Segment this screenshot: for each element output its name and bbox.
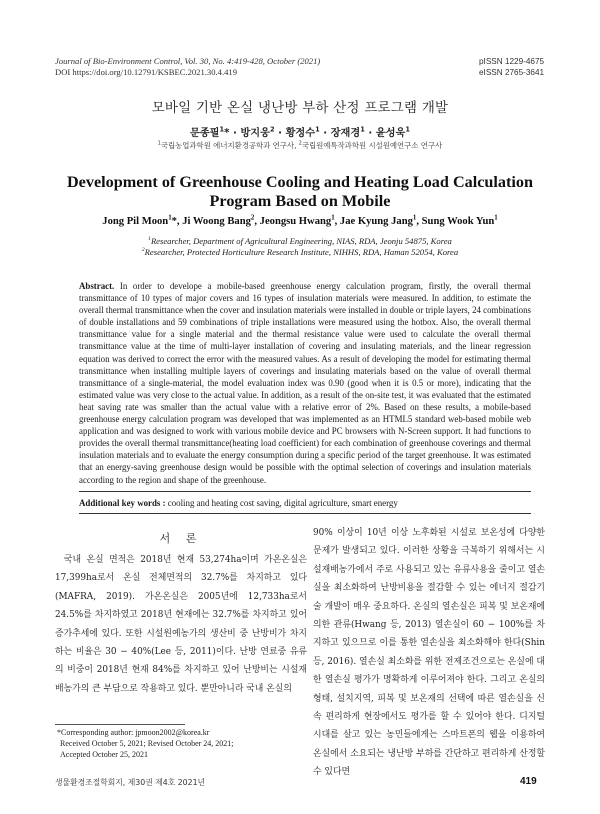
english-title: Development of Greenhouse Cooling and Heating Load Calculation Program Based on Mobile	[66, 173, 533, 210]
doi-line: DOI https://doi.org/10.12791/KSBEC.2021.30.4.419	[55, 67, 237, 77]
abstract-label: Abstract.	[79, 281, 115, 291]
section-title-introduction: 서 론	[159, 532, 203, 545]
pissn: pISSN 1229-4675	[479, 57, 545, 66]
page-number: 419	[520, 776, 537, 787]
korean-title: 모바일 기반 온실 냉난방 부하 산정 프로그램 개발	[151, 101, 449, 116]
intro-left-column: 국내 온실 면적은 2018년 현재 53,274ha이며 가온온실은 17,399ha로서 온실 전체면적의 32.7%를 차지하고 있다(MAFRA, 2019). 가온온실은 2005년에 12,733ha로서 24.5%를 차지하였고 2018년 현재에는 32.7%를 차지하고 있어 증가추세에 있다. 또한 시설원예농가의 생산비 중 난방비가 차지하는 비율은 30 − 40%(Lee 등, 2011)이다. 난방 연료중 유류의 비중이 2018년 현재 84%를 차지하고 있어 난방비는 시설재배농가의 큰 부담으로 작용하고 있다. 뿐만아니라 국내 온실의	[55, 555, 307, 694]
intro-right-column: 90% 이상이 10년 이상 노후화된 시설로 보온성에 다양한 문제가 발생되고 있다. 이러한 상황을 극복하기 위해서는 시설재배농가에서 주로 사용되고 있는 유류사용을 줄이고 열손실을 최소화하여 난방비용을 절감할 수 있는 에너지 절감기술 개발이 매우 중요하다. 온실의 열손실은 피복 및 보온재에 의한 관류(Hwang 등, 2013) 열손실이 60 − 100%를 차지하고 있으므로 이를 통한 열손실을 최소화해야 한다(Shin 등, 2016). 열손실 최소화를 위한 전제조건으로는 온실에 대한 열손실 평가가 명확하게 이루어져야 한다. 그리고 온실의 형태, 설치지역, 피복 및 보온재의 선택에 따른 열손실을 신속 편리하게 현장에서도 평가를 할 수 있어야 한다. 디지털 시대를 살고 있는 농민들에게는 스마트폰의 웹을 이용하여 온실에서 소요되는 냉난방 부하를 간단하고 편리하게 산정할 수 있다면	[313, 528, 545, 778]
keywords-text: cooling and heating cost saving, digital agriculture, smart energy	[167, 498, 398, 508]
english-affiliation-1: $^1$Researcher, Department of Agricultural Engineering, NIAS, RDA, Jeonju 54875, Korea	[148, 236, 452, 246]
footnote-rule	[55, 724, 185, 725]
english-authors: Jong Pil Moon$^1$*, Ji Woong Bang$^2$, Jeongsu Hwang$^1$, Jae Kyung Jang$^1$, Sung Wook Yun$^1$	[102, 214, 498, 227]
korean-authors: 문종필$^1$* · 방지웅$^2$ · 황정수$^1$ · 장재경$^1$ · 윤성욱$^1$	[190, 125, 410, 139]
keywords	[79, 498, 531, 508]
corresponding-author: *Corresponding author: jpmoon2002@korea.kr	[57, 728, 210, 737]
received-date: Received October 5, 2021; Revised October 24, 2021;	[60, 739, 234, 748]
footer-journal: 생물환경조절학회지, 제30권 제4호 2021년	[55, 778, 206, 787]
korean-affiliation: $^1$국립농업과학원 에너지환경공학과 연구사, $^2$국립원예특작과학원 시설원예연구소 연구사	[157, 141, 443, 150]
journal-citation: Journal of Bio-Environment Control, Vol. 30, No. 4:419-428, October (2021)	[55, 56, 321, 66]
english-affiliation-2: $^2$Researcher, Protected Horticulture Research Institute, NIHHS, RDA, Haman 52054, Korea	[141, 247, 459, 257]
accepted-date: Accepted October 25, 2021	[60, 750, 148, 759]
keywords-rule-bottom	[79, 513, 531, 514]
keywords-rule-top	[79, 491, 531, 492]
abstract-text: In order to develope a mobile-based greenhouse energy calculation program, firstly, the overall thermal transmittance of 10 types of major covers and 16 types of insulation materials were measured. In addition, to estimate the overall thermal transmittance when the cover and insulation materials were installed in double or triple layers, 24 combinations of double installations and 59 combinations of triple installations were measured using the hotbox. Also, the overall thermal transmittance value for a single material and the thermal resistance value were used to calculate the overall thermal transmittance value at the time of multi-layer installation of covering and insulating materials, and the linear regression equation was derived to correct the error with the measured values. As a result of developing the model for estimating thermal transmittance when installing multiple layers of coverings and insulating materials based on the value of overall thermal transmittance of a single-material, the model evaluation index was 0.90 (good when it is 0.5 or more), indicating that the estimated value was very close to the actual value. In addition, as a result of the on-site test, it was evaluated that the estimated heat saving rate was smaller than the actual value with a relative error of 2%. Based on these results, a mobile-based greenhouse energy calculation program was developed that was implemented as an HTML5 standard web-based mobile web application and was designed to work with various mobile device and PC browsers with N-Screen support. It had functions to provides the overall thermal transmittance(heating load coefficient) for each combination of greenhouse coverings and thermal insulation materials and to evaluate the energy consumption during a specific period of the target greenhouse. It was estimated that an energy-saving greenhouse design would be possible with the optimal selection of coverings and insulation materials according to the region and shape of the greenhouse.	[79, 281, 531, 485]
abstract	[79, 280, 531, 486]
eissn: eISSN 2765-3641	[479, 68, 545, 77]
keywords-label: Additional key words :	[79, 498, 166, 508]
